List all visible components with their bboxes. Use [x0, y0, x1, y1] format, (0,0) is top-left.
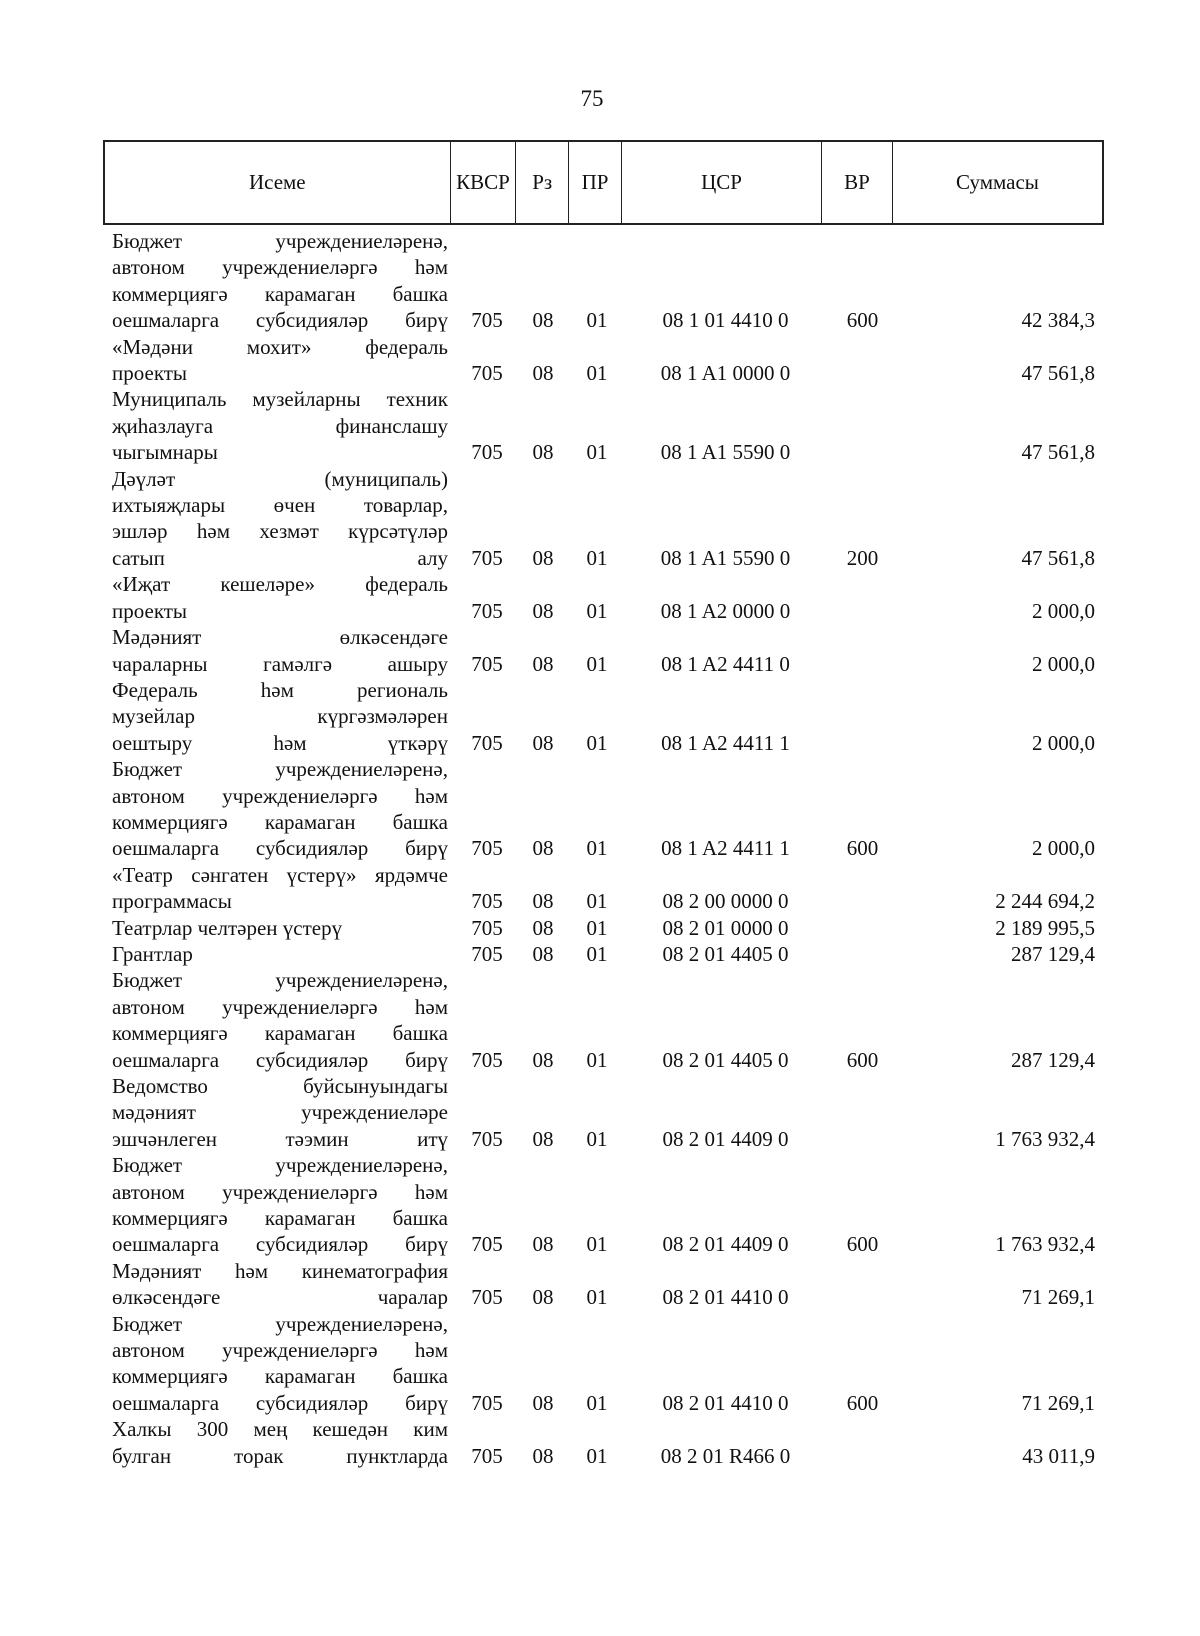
- row-csr: 08 2 01 4405 0: [662, 1047, 789, 1072]
- table-row: [103, 677, 1104, 756]
- row-name-line: эшләр һәм хезмәт күрсәтүләр: [112, 519, 448, 544]
- row-name-line: «Мәдәни мохит» федераль: [112, 334, 448, 359]
- row-csr: 08 1 A1 0000 0: [660, 361, 791, 386]
- row-csr: 08 1 01 4410 0: [662, 308, 789, 333]
- row-name-line: Бюджет учреждениеләренә,: [112, 968, 448, 993]
- header-rz: Рз: [516, 142, 569, 223]
- table-row: [103, 915, 1104, 941]
- row-vr: 600: [846, 1047, 879, 1072]
- row-sum: 71 269,1: [1021, 1390, 1095, 1415]
- row-pr: 01: [586, 915, 608, 940]
- row-name-line: Халкы 300 мең кешедән ким: [112, 1417, 448, 1442]
- row-name-line: Бюджет учреждениеләренә,: [112, 1311, 448, 1336]
- row-pr: 01: [586, 598, 608, 623]
- row-name-line: Бюджет учреждениеләренә,: [112, 1153, 448, 1178]
- row-sum: 2 000,0: [1032, 598, 1095, 623]
- row-name-line: Грантлар: [112, 941, 193, 966]
- row-rz: 08: [532, 1126, 554, 1151]
- row-sum: 1 763 932,4: [995, 1232, 1095, 1257]
- row-name-line: ихтыяҗлары өчен товарлар,: [112, 493, 448, 518]
- row-rz: 08: [532, 1285, 554, 1310]
- row-name-line: оештыру һәм үткәрү: [112, 730, 448, 755]
- row-csr: 08 2 01 4409 0: [662, 1126, 789, 1151]
- row-csr: 08 2 01 R466 0: [660, 1443, 791, 1468]
- row-kvsr: 705: [471, 545, 503, 570]
- row-sum: 47 561,8: [1021, 440, 1095, 465]
- row-pr: 01: [586, 1285, 608, 1310]
- row-name-line: эшчәнлеген тәэмин итү: [112, 1126, 448, 1151]
- row-name-line: Театрлар челтәрен үстерү: [112, 915, 343, 940]
- row-sum: 71 269,1: [1021, 1285, 1095, 1310]
- row-name-line: оешмаларга субсидияләр бирү: [112, 1047, 448, 1072]
- row-name-line: Дәүләт (муниципаль): [112, 466, 448, 491]
- row-pr: 01: [586, 1047, 608, 1072]
- header-pr: ПР: [569, 142, 622, 223]
- row-kvsr: 705: [471, 1390, 503, 1415]
- row-pr: 01: [586, 730, 608, 755]
- row-name: [103, 677, 448, 756]
- row-kvsr: 705: [471, 308, 503, 333]
- row-kvsr: 705: [471, 889, 503, 914]
- row-pr: 01: [586, 1390, 608, 1415]
- row-name-line: коммерциягә карамаган башка: [112, 809, 448, 834]
- row-name-line: «Театр сәнгатен үстерү» ярдәмче: [112, 862, 448, 887]
- row-name-line: автоном учреждениеләргә һәм: [112, 255, 448, 280]
- row-pr: 01: [586, 889, 608, 914]
- row-csr: 08 2 01 4410 0: [662, 1285, 789, 1310]
- table-row: [103, 1152, 1104, 1258]
- row-name-line: Муниципаль музейларны техник: [112, 387, 448, 412]
- row-name-line: Бюджет учреждениеләренә,: [112, 229, 448, 253]
- row-rz: 08: [532, 1047, 554, 1072]
- row-csr: 08 2 01 4410 0: [662, 1390, 789, 1415]
- row-sum: 43 011,9: [1022, 1443, 1095, 1468]
- header-csr: ЦСР: [622, 142, 822, 223]
- row-csr: 08 2 01 0000 0: [662, 915, 789, 940]
- row-name-line: автоном учреждениеләргә һәм: [112, 994, 448, 1019]
- table-row: [103, 386, 1104, 465]
- table-row: [103, 466, 1104, 572]
- row-name-line: оешмаларга субсидияләр бирү: [112, 1390, 448, 1415]
- row-kvsr: 705: [471, 1232, 503, 1257]
- table-row: [103, 941, 1104, 967]
- row-name: [103, 624, 448, 677]
- row-name-line: оешмаларга субсидияләр бирү: [112, 308, 448, 333]
- row-sum: 1 763 932,4: [995, 1126, 1095, 1151]
- row-rz: 08: [532, 941, 554, 966]
- row-name: [103, 1416, 448, 1469]
- row-kvsr: 705: [471, 730, 503, 755]
- header-kvsr: КВСР: [451, 142, 517, 223]
- row-sum: 2 000,0: [1032, 730, 1095, 755]
- row-kvsr: 705: [471, 1443, 503, 1468]
- row-name: [103, 571, 448, 624]
- row-name-line: автоном учреждениеләргә һәм: [112, 783, 448, 808]
- row-sum: 287 129,4: [1011, 941, 1095, 966]
- row-rz: 08: [532, 889, 554, 914]
- row-pr: 01: [586, 440, 608, 465]
- row-rz: 08: [532, 651, 554, 676]
- header-sum: Суммасы: [955, 170, 1039, 194]
- row-name-line: коммерциягә карамаган башка: [112, 1021, 448, 1046]
- row-sum: 2 244 694,2: [995, 889, 1095, 914]
- row-vr: 600: [846, 308, 879, 333]
- row-kvsr: 705: [471, 915, 503, 940]
- row-vr: 200: [846, 545, 879, 570]
- table-body: [103, 228, 1104, 1469]
- row-name: [103, 967, 448, 1073]
- row-kvsr: 705: [471, 598, 503, 623]
- row-sum: 47 561,8: [1021, 361, 1095, 386]
- row-kvsr: 705: [471, 1047, 503, 1072]
- row-csr: 08 1 A1 5590 0: [660, 545, 791, 570]
- row-kvsr: 705: [471, 440, 503, 465]
- row-name-line: проекты: [112, 598, 188, 623]
- row-name-line: Мәдәният һәм кинематография: [112, 1258, 448, 1283]
- row-kvsr: 705: [471, 361, 503, 386]
- row-pr: 01: [586, 1126, 608, 1151]
- row-name-line: оешмаларга субсидияләр бирү: [112, 836, 448, 861]
- row-rz: 08: [532, 1390, 554, 1415]
- row-csr: 08 1 A2 4411 0: [661, 651, 790, 676]
- row-name-line: программасы: [112, 889, 232, 914]
- row-csr: 08 2 01 4409 0: [662, 1232, 789, 1257]
- row-pr: 01: [586, 1443, 608, 1468]
- row-name: [103, 334, 448, 387]
- table-row: [103, 1311, 1104, 1417]
- row-csr: 08 1 A1 5590 0: [660, 440, 791, 465]
- row-name-line: автоном учреждениеләргә һәм: [112, 1338, 448, 1363]
- row-name: [103, 228, 448, 334]
- row-pr: 01: [586, 1232, 608, 1257]
- row-sum: 47 561,8: [1021, 545, 1095, 570]
- table-row: [103, 862, 1104, 915]
- row-name-line: автоном учреждениеләргә һәм: [112, 1179, 448, 1204]
- row-kvsr: 705: [471, 1126, 503, 1151]
- row-name-line: коммерциягә карамаган башка: [112, 1206, 448, 1231]
- row-name: [103, 756, 448, 862]
- row-name-line: чыгымнары: [112, 440, 218, 465]
- row-rz: 08: [532, 1232, 554, 1257]
- table-row: [103, 1416, 1104, 1469]
- row-vr: 600: [846, 836, 879, 861]
- row-csr: 08 1 A2 4411 1: [661, 730, 790, 755]
- row-name-line: проекты: [112, 361, 188, 386]
- row-name-line: Федераль һәм региональ: [112, 677, 448, 702]
- header-vr: ВР: [822, 142, 893, 223]
- row-csr: 08 1 A2 4411 1: [661, 836, 790, 861]
- row-vr: 600: [846, 1390, 879, 1415]
- row-rz: 08: [532, 440, 554, 465]
- row-rz: 08: [532, 598, 554, 623]
- row-rz: 08: [532, 361, 554, 386]
- row-csr: 08 1 A2 0000 0: [660, 598, 791, 623]
- row-kvsr: 705: [471, 836, 503, 861]
- row-name: [103, 1258, 448, 1311]
- row-name: [103, 915, 448, 941]
- row-rz: 08: [532, 308, 554, 333]
- row-name: [103, 1073, 448, 1152]
- row-sum: 2 189 995,5: [995, 915, 1095, 940]
- row-name-line: коммерциягә карамаган башка: [112, 281, 448, 306]
- row-kvsr: 705: [471, 1285, 503, 1310]
- row-name-line: коммерциягә карамаган башка: [112, 1364, 448, 1389]
- row-name: [103, 1152, 448, 1258]
- row-name: [103, 386, 448, 465]
- row-name-line: мәдәният учреждениеләре: [112, 1100, 448, 1125]
- row-vr: 600: [846, 1232, 879, 1257]
- row-name: [103, 862, 448, 915]
- table-row: [103, 756, 1104, 862]
- row-rz: 08: [532, 915, 554, 940]
- row-name-line: Ведомство буйсынуындагы: [112, 1074, 448, 1098]
- table-row: [103, 334, 1104, 387]
- row-name-line: Мәдәният өлкәсендәге: [112, 625, 448, 650]
- row-pr: 01: [586, 651, 608, 676]
- row-name: [103, 1311, 448, 1417]
- row-name-line: Бюджет учреждениеләренә,: [112, 757, 448, 782]
- row-name: [103, 941, 448, 967]
- table-row: [103, 571, 1104, 624]
- row-pr: 01: [586, 941, 608, 966]
- table-row: [103, 1258, 1104, 1311]
- row-name-line: чараларны гамәлгә ашыру: [112, 651, 448, 676]
- table-row: [103, 1073, 1104, 1152]
- page-number: 75: [580, 86, 604, 111]
- row-sum: 2 000,0: [1032, 651, 1095, 676]
- row-name-line: музейлар күргәзмәләрен: [112, 704, 448, 729]
- row-sum: 2 000,0: [1032, 836, 1095, 861]
- row-kvsr: 705: [471, 651, 503, 676]
- row-pr: 01: [586, 836, 608, 861]
- row-sum: 287 129,4: [1011, 1047, 1095, 1072]
- table-header: [103, 140, 1104, 225]
- row-sum: 42 384,3: [1021, 308, 1095, 333]
- row-name-line: җиһазлауга финанслашу: [112, 413, 448, 438]
- header-name: Исеме: [105, 142, 451, 223]
- row-csr: 08 2 00 0000 0: [662, 889, 789, 914]
- row-rz: 08: [532, 730, 554, 755]
- row-rz: 08: [532, 836, 554, 861]
- row-rz: 08: [532, 545, 554, 570]
- row-name-line: булган торак пунктларда: [112, 1443, 448, 1468]
- row-csr: 08 2 01 4405 0: [662, 941, 789, 966]
- row-kvsr: 705: [471, 941, 503, 966]
- row-pr: 01: [586, 308, 608, 333]
- row-name: [103, 466, 448, 572]
- row-name-line: өлкәсендәге чаралар: [112, 1285, 448, 1310]
- row-name-line: «Иҗат кешеләре» федераль: [112, 572, 448, 597]
- row-pr: 01: [586, 361, 608, 386]
- table-row: [103, 624, 1104, 677]
- table-row: [103, 967, 1104, 1073]
- row-pr: 01: [586, 545, 608, 570]
- row-name-line: оешмаларга субсидияләр бирү: [112, 1232, 448, 1257]
- table-row: [103, 228, 1104, 334]
- row-rz: 08: [532, 1443, 554, 1468]
- row-name-line: сатып алу: [112, 545, 448, 570]
